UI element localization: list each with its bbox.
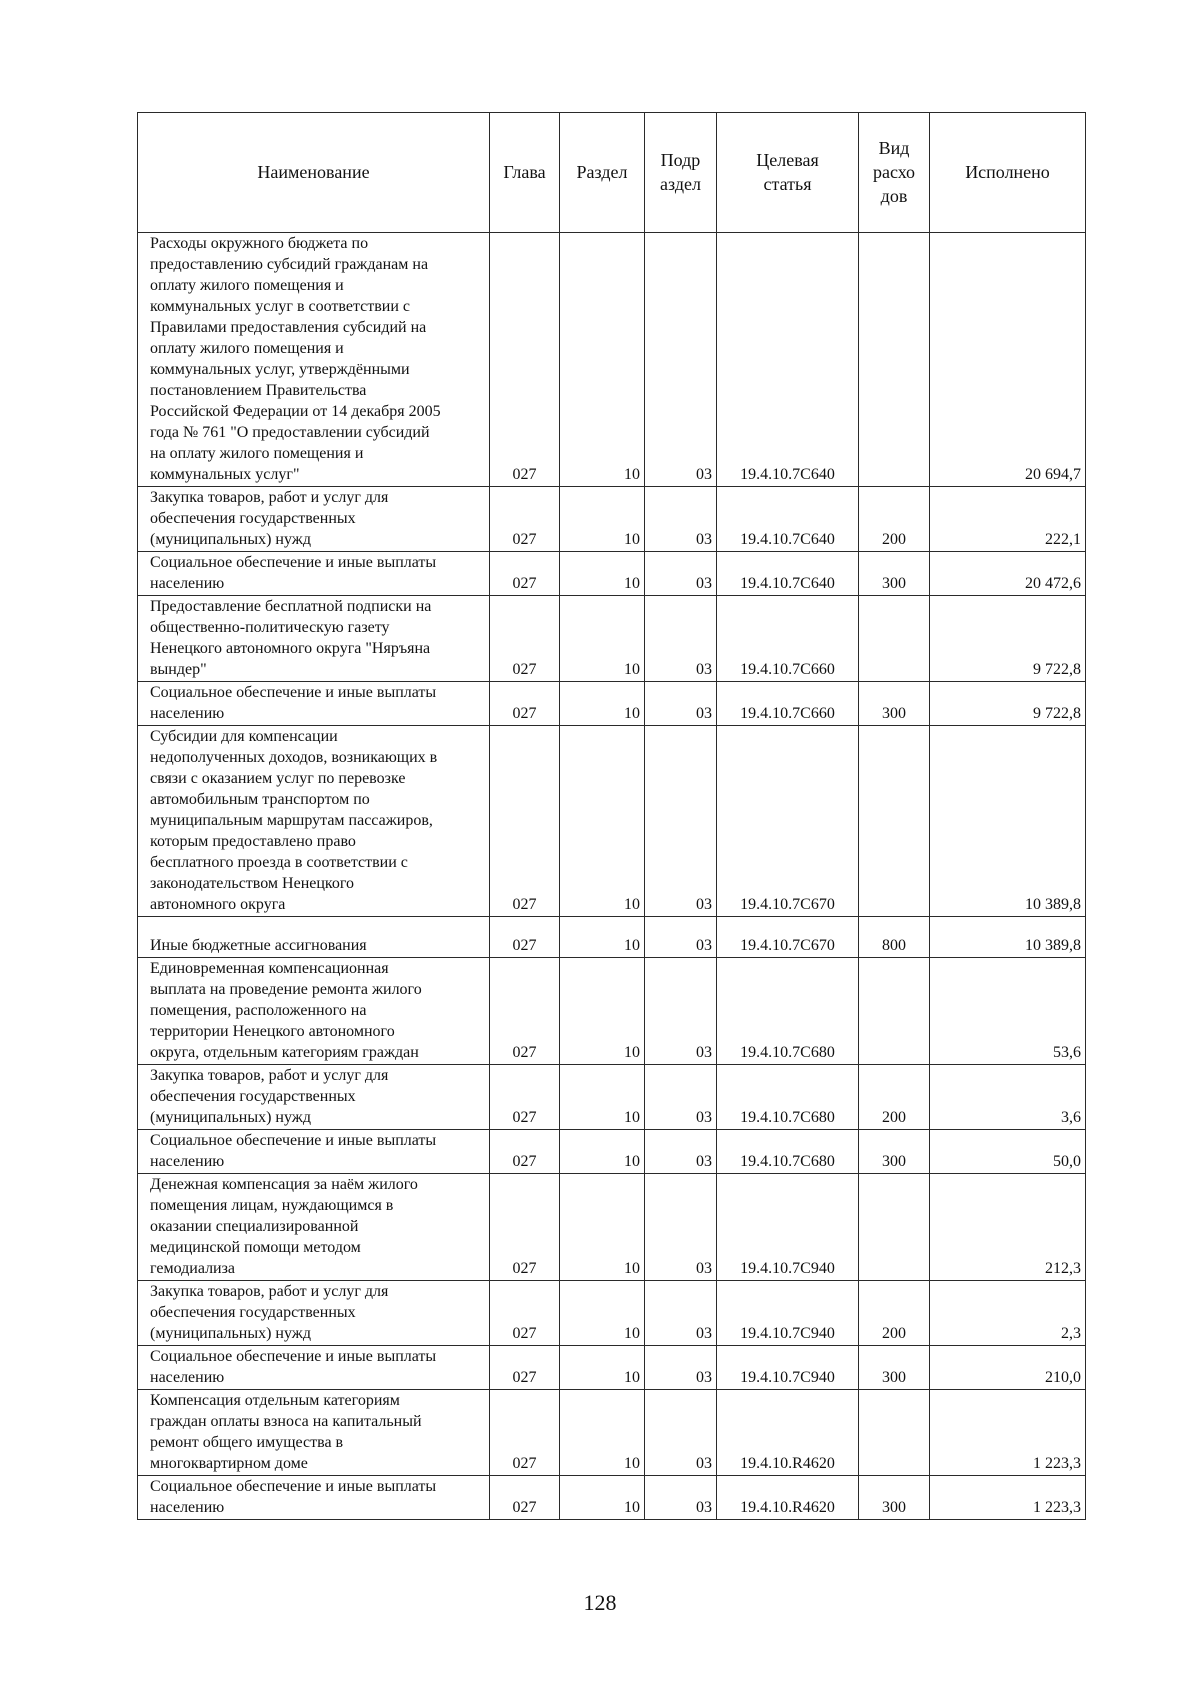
cell-name-text: Субсидии для компенсации недополученных доходов, возникающих в связи с оказанием услуг по перевозке автомобильным транспортом по муниципальным маршрутам пассажиров, которым предоставлено право бесплатного проезда в соответствии с законодательством Ненецкого автономного округа: [150, 728, 438, 913]
cell-chapter-text: 027: [512, 937, 537, 954]
cell-executed: [930, 1174, 1086, 1281]
cell-subsection-text: 03: [696, 1153, 712, 1170]
cell-subsection-text: 03: [696, 1260, 712, 1277]
cell-subsection: [645, 958, 717, 1065]
cell-chapter-text: 027: [512, 1499, 537, 1516]
cell-name-text: Социальное обеспечение и иные выплаты населению: [150, 1348, 437, 1386]
cell-subsection-text: 03: [696, 575, 712, 592]
cell-target-article: [717, 233, 859, 487]
cell-name-text: Социальное обеспечение и иные выплаты населению: [150, 554, 437, 592]
cell-section: [560, 958, 645, 1065]
cell-chapter-text: 027: [512, 1044, 537, 1061]
cell-section-text: 10: [624, 661, 640, 678]
cell-executed-text: 3,6: [1061, 1109, 1081, 1126]
cell-executed-text: 53,6: [1053, 1044, 1081, 1061]
cell-chapter-text: 027: [512, 1455, 537, 1472]
cell-section-text: 10: [624, 531, 640, 548]
cell-target-article: [717, 1281, 859, 1346]
cell-target-article-text: 19.4.10.7С640: [740, 531, 835, 548]
header-subsection: Подр аздел: [645, 113, 717, 233]
cell-section-text: 10: [624, 1325, 640, 1342]
cell-section: [560, 1346, 645, 1390]
cell-executed: [930, 1346, 1086, 1390]
cell-expense-type: [859, 1390, 930, 1476]
table-row: [138, 596, 1086, 682]
cell-name-text: Социальное обеспечение и иные выплаты населению: [150, 1132, 437, 1170]
cell-name: [138, 958, 490, 1065]
cell-expense-type: [859, 487, 930, 552]
table-row: [138, 1476, 1086, 1520]
cell-executed-text: 10 389,8: [1025, 937, 1081, 954]
cell-subsection-text: 03: [696, 896, 712, 913]
cell-section: [560, 1390, 645, 1476]
cell-name-text: Закупка товаров, работ и услуг для обеспечения государственных (муниципальных) нужд: [150, 1067, 389, 1126]
cell-target-article-text: 19.4.10.7С670: [740, 896, 835, 913]
page-number: 128: [583, 1590, 617, 1615]
cell-executed: [930, 1476, 1086, 1520]
cell-target-article-text: 19.4.10.R4620: [740, 1499, 835, 1516]
cell-expense-type: [859, 1065, 930, 1130]
cell-expense-type-text: 300: [882, 705, 906, 722]
cell-chapter: [490, 487, 560, 552]
table-row: [138, 682, 1086, 726]
cell-expense-type: [859, 1174, 930, 1281]
cell-chapter: [490, 552, 560, 596]
cell-subsection: [645, 1476, 717, 1520]
cell-subsection: [645, 1065, 717, 1130]
cell-name-text: Иные бюджетные ассигнования: [150, 937, 367, 954]
cell-executed-text: 9 722,8: [1033, 705, 1081, 722]
cell-target-article-text: 19.4.10.7С660: [740, 661, 835, 678]
cell-subsection: [645, 1281, 717, 1346]
cell-section-text: 10: [624, 1044, 640, 1061]
cell-subsection-text: 03: [696, 466, 712, 483]
cell-target-article: [717, 487, 859, 552]
cell-subsection-text: 03: [696, 937, 712, 954]
cell-name-text: Социальное обеспечение и иные выплаты населению: [150, 684, 437, 722]
cell-section: [560, 1281, 645, 1346]
table-row: [138, 552, 1086, 596]
cell-subsection: [645, 487, 717, 552]
cell-expense-type: [859, 682, 930, 726]
cell-target-article: [717, 917, 859, 958]
cell-chapter: [490, 1174, 560, 1281]
cell-subsection: [645, 233, 717, 487]
cell-target-article-text: 19.4.10.7С940: [740, 1369, 835, 1386]
cell-executed: [930, 596, 1086, 682]
cell-section: [560, 917, 645, 958]
cell-subsection-text: 03: [696, 531, 712, 548]
table-row: [138, 1281, 1086, 1346]
cell-executed: [930, 682, 1086, 726]
cell-section-text: 10: [624, 466, 640, 483]
cell-chapter: [490, 1476, 560, 1520]
cell-executed-text: 20 472,6: [1025, 575, 1081, 592]
cell-expense-type: [859, 1281, 930, 1346]
cell-target-article: [717, 726, 859, 917]
cell-chapter: [490, 233, 560, 487]
table-row: [138, 1174, 1086, 1281]
cell-expense-type: [859, 233, 930, 487]
cell-chapter: [490, 1130, 560, 1174]
cell-target-article: [717, 1390, 859, 1476]
cell-subsection-text: 03: [696, 661, 712, 678]
cell-name-text: Компенсация отдельным категориям граждан оплаты взноса на капитальный ремонт общего имущества в многоквартирном доме: [150, 1392, 422, 1472]
cell-executed-text: 212,3: [1045, 1260, 1081, 1277]
cell-expense-type: [859, 917, 930, 958]
header-chapter: Глава: [490, 113, 560, 233]
cell-section: [560, 596, 645, 682]
cell-chapter-text: 027: [512, 1153, 537, 1170]
cell-expense-type-text: 200: [882, 1109, 906, 1126]
cell-subsection: [645, 1390, 717, 1476]
cell-subsection: [645, 1346, 717, 1390]
cell-expense-type: [859, 1476, 930, 1520]
cell-section: [560, 1130, 645, 1174]
cell-subsection-text: 03: [696, 1499, 712, 1516]
cell-chapter: [490, 958, 560, 1065]
cell-chapter-text: 027: [512, 531, 537, 548]
cell-section-text: 10: [624, 705, 640, 722]
cell-subsection: [645, 1174, 717, 1281]
cell-executed: [930, 917, 1086, 958]
cell-expense-type-text: 200: [882, 531, 906, 548]
table-row: [138, 1065, 1086, 1130]
cell-target-article: [717, 1174, 859, 1281]
cell-name: [138, 1390, 490, 1476]
cell-subsection-text: 03: [696, 1325, 712, 1342]
cell-chapter-text: 027: [512, 705, 537, 722]
cell-section: [560, 1174, 645, 1281]
cell-executed: [930, 726, 1086, 917]
cell-executed-text: 210,0: [1045, 1369, 1081, 1386]
cell-section-text: 10: [624, 1260, 640, 1277]
cell-chapter-text: 027: [512, 466, 537, 483]
cell-target-article-text: 19.4.10.7С640: [740, 466, 835, 483]
cell-name: [138, 552, 490, 596]
cell-chapter-text: 027: [512, 1109, 537, 1126]
cell-section: [560, 726, 645, 917]
header-name: Наименование: [138, 113, 490, 233]
cell-target-article: [717, 552, 859, 596]
cell-name: [138, 596, 490, 682]
cell-target-article-text: 19.4.10.7С680: [740, 1153, 835, 1170]
cell-target-article: [717, 1346, 859, 1390]
cell-name-text: Социальное обеспечение и иные выплаты населению: [150, 1478, 437, 1516]
cell-subsection-text: 03: [696, 705, 712, 722]
table-row: [138, 958, 1086, 1065]
cell-executed-text: 50,0: [1053, 1153, 1081, 1170]
cell-chapter: [490, 1390, 560, 1476]
cell-target-article: [717, 1130, 859, 1174]
budget-table: [137, 112, 1086, 1520]
cell-executed: [930, 552, 1086, 596]
cell-expense-type-text: 800: [882, 937, 906, 954]
cell-executed: [930, 1065, 1086, 1130]
cell-target-article-text: 19.4.10.7С660: [740, 705, 835, 722]
cell-expense-type: [859, 958, 930, 1065]
cell-executed-text: 10 389,8: [1025, 896, 1081, 913]
cell-executed: [930, 1390, 1086, 1476]
cell-name-text: Единовременная компенсационная выплата на проведение ремонта жилого помещения, расположенного на территории Ненецкого автономного округа, отдельным категориям граждан: [150, 960, 422, 1061]
cell-chapter: [490, 917, 560, 958]
cell-section-text: 10: [624, 1109, 640, 1126]
cell-target-article-text: 19.4.10.R4620: [740, 1455, 835, 1472]
cell-target-article-text: 19.4.10.7С670: [740, 937, 835, 954]
cell-section-text: 10: [624, 575, 640, 592]
cell-target-article: [717, 682, 859, 726]
cell-executed-text: 20 694,7: [1025, 466, 1081, 483]
cell-chapter-text: 027: [512, 1325, 537, 1342]
cell-section: [560, 1476, 645, 1520]
cell-subsection-text: 03: [696, 1109, 712, 1126]
cell-chapter: [490, 726, 560, 917]
cell-expense-type: [859, 552, 930, 596]
header-expense-type: Вид расхо дов: [859, 113, 930, 233]
cell-section-text: 10: [624, 1499, 640, 1516]
cell-executed-text: 222,1: [1045, 531, 1081, 548]
cell-name: [138, 1065, 490, 1130]
cell-name: [138, 1281, 490, 1346]
cell-subsection: [645, 917, 717, 958]
cell-subsection: [645, 1130, 717, 1174]
cell-chapter-text: 027: [512, 1260, 537, 1277]
cell-name: [138, 917, 490, 958]
cell-executed-text: 9 722,8: [1033, 661, 1081, 678]
cell-name: [138, 1476, 490, 1520]
table-header-row: [138, 113, 1086, 233]
cell-expense-type-text: 300: [882, 1499, 906, 1516]
cell-name-text: Денежная компенсация за наём жилого помещения лицам, нуждающимся в оказании специализированной медицинской помощи методом гемодиализа: [150, 1176, 418, 1277]
cell-section: [560, 487, 645, 552]
cell-chapter: [490, 1281, 560, 1346]
cell-name: [138, 487, 490, 552]
cell-chapter-text: 027: [512, 575, 537, 592]
cell-expense-type-text: 200: [882, 1325, 906, 1342]
table-row: [138, 233, 1086, 487]
cell-chapter: [490, 682, 560, 726]
cell-section: [560, 552, 645, 596]
cell-executed: [930, 487, 1086, 552]
cell-target-article: [717, 1065, 859, 1130]
table-row: [138, 917, 1086, 958]
cell-name-text: Закупка товаров, работ и услуг для обеспечения государственных (муниципальных) нужд: [150, 489, 389, 548]
cell-subsection: [645, 682, 717, 726]
cell-executed-text: 1 223,3: [1033, 1499, 1081, 1516]
cell-chapter-text: 027: [512, 896, 537, 913]
header-section: Раздел: [560, 113, 645, 233]
cell-name-text: Закупка товаров, работ и услуг для обеспечения государственных (муниципальных) нужд: [150, 1283, 389, 1342]
cell-chapter-text: 027: [512, 661, 537, 678]
cell-section-text: 10: [624, 1153, 640, 1170]
cell-name: [138, 1130, 490, 1174]
cell-subsection-text: 03: [696, 1455, 712, 1472]
cell-target-article-text: 19.4.10.7С640: [740, 575, 835, 592]
cell-section: [560, 1065, 645, 1130]
table-body: [138, 233, 1086, 1520]
cell-expense-type: [859, 726, 930, 917]
cell-chapter-text: 027: [512, 1369, 537, 1386]
cell-section: [560, 682, 645, 726]
table-row: [138, 1346, 1086, 1390]
cell-target-article-text: 19.4.10.7С940: [740, 1325, 835, 1342]
cell-section-text: 10: [624, 937, 640, 954]
cell-name: [138, 1174, 490, 1281]
cell-expense-type-text: 300: [882, 1369, 906, 1386]
cell-target-article: [717, 1476, 859, 1520]
cell-executed-text: 1 223,3: [1033, 1455, 1081, 1472]
cell-executed: [930, 233, 1086, 487]
cell-target-article: [717, 596, 859, 682]
cell-subsection: [645, 726, 717, 917]
cell-executed: [930, 1281, 1086, 1346]
cell-chapter: [490, 1346, 560, 1390]
cell-target-article: [717, 958, 859, 1065]
cell-section: [560, 233, 645, 487]
cell-section-text: 10: [624, 896, 640, 913]
cell-target-article-text: 19.4.10.7С680: [740, 1109, 835, 1126]
table-row: [138, 1130, 1086, 1174]
cell-name: [138, 726, 490, 917]
table-row: [138, 726, 1086, 917]
table-row: [138, 487, 1086, 552]
header-executed: Исполнено: [930, 113, 1086, 233]
table-row: [138, 1390, 1086, 1476]
cell-executed: [930, 1130, 1086, 1174]
cell-target-article-text: 19.4.10.7С680: [740, 1044, 835, 1061]
cell-section-text: 10: [624, 1455, 640, 1472]
cell-expense-type: [859, 1346, 930, 1390]
cell-name: [138, 682, 490, 726]
cell-expense-type-text: 300: [882, 1153, 906, 1170]
cell-chapter: [490, 596, 560, 682]
cell-expense-type: [859, 596, 930, 682]
cell-subsection-text: 03: [696, 1369, 712, 1386]
cell-executed-text: 2,3: [1061, 1325, 1081, 1342]
cell-name-text: Расходы окружного бюджета по предоставлению субсидий гражданам на оплату жилого помещения и коммунальных услуг в соответствии с Правилами предоставления субсидий на оплату жилого помещения и коммунальных услуг, утверждёнными постановлением Правительства Российской Федерации от 14 декабря 2005 года № 761 "О предоставлении субсидий на оплату жилого помещения и коммунальных услуг": [150, 235, 441, 483]
cell-expense-type: [859, 1130, 930, 1174]
cell-chapter: [490, 1065, 560, 1130]
cell-name-text: Предоставление бесплатной подписки на общественно-политическую газету Ненецкого автономного округа "Няръяна вындер": [150, 598, 432, 678]
cell-section-text: 10: [624, 1369, 640, 1386]
cell-name: [138, 1346, 490, 1390]
cell-name: [138, 233, 490, 487]
cell-subsection: [645, 552, 717, 596]
cell-target-article-text: 19.4.10.7С940: [740, 1260, 835, 1277]
cell-subsection: [645, 596, 717, 682]
cell-executed: [930, 958, 1086, 1065]
cell-expense-type-text: 300: [882, 575, 906, 592]
header-target-article: Целевая статья: [717, 113, 859, 233]
cell-subsection-text: 03: [696, 1044, 712, 1061]
